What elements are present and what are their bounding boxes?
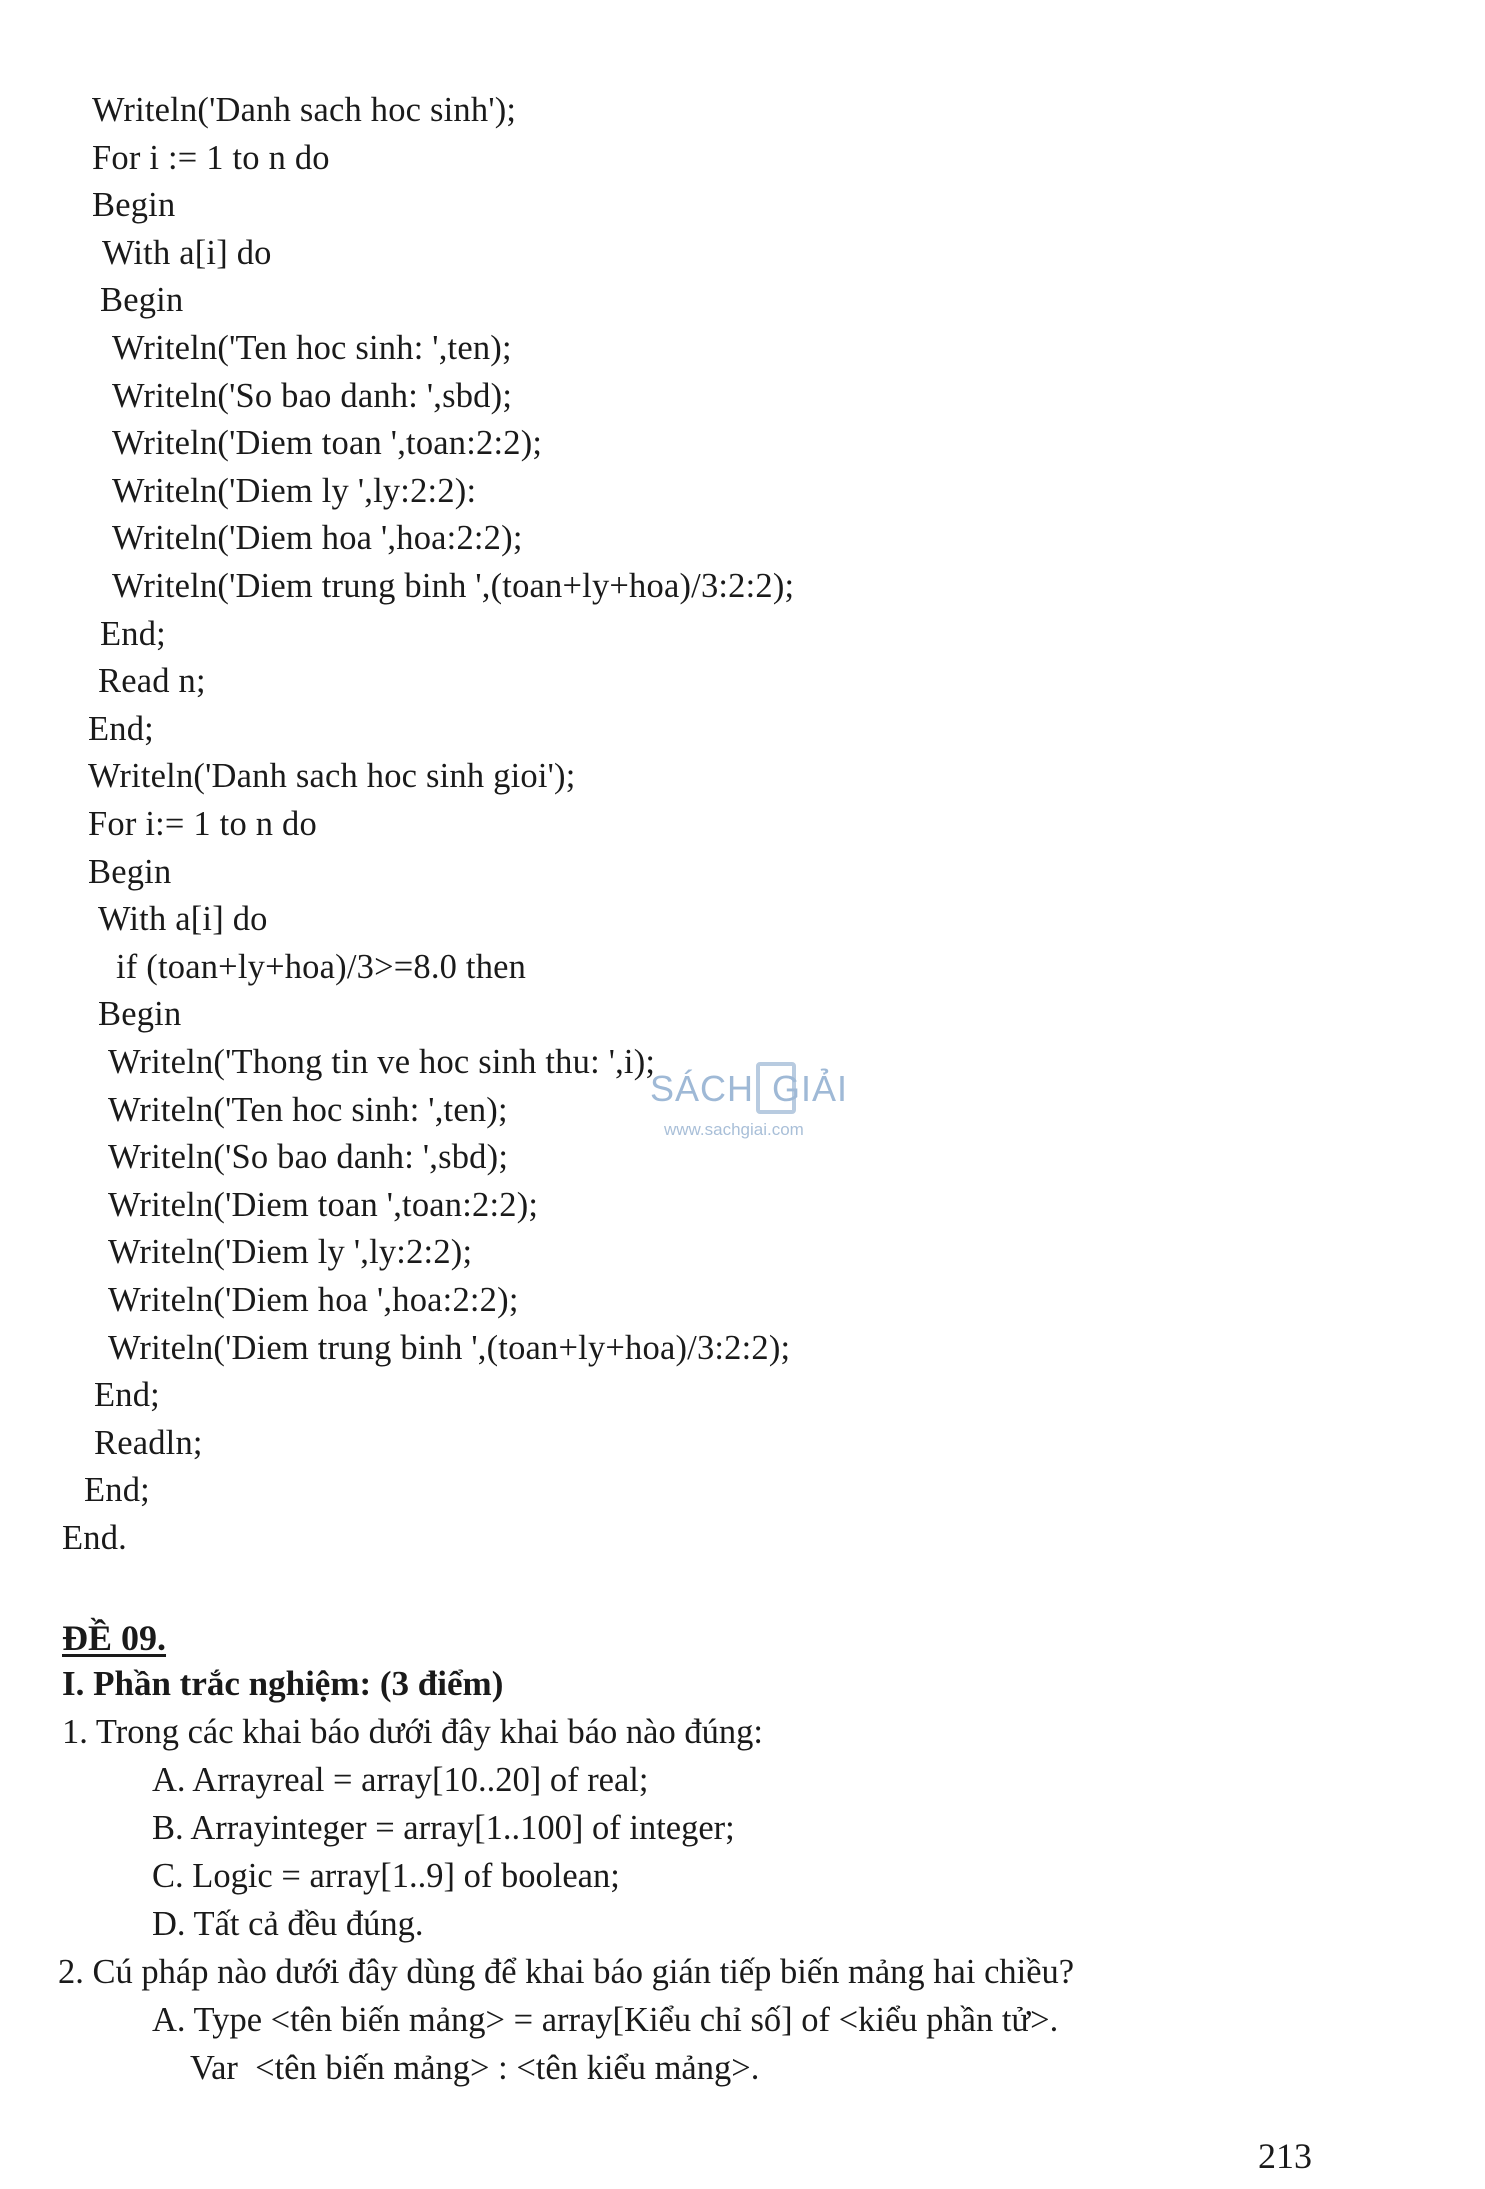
code-line: End. — [62, 1519, 127, 1557]
question-1-option-d: D. Tất cả đều đúng. — [152, 1905, 424, 1943]
code-line: Writeln('Diem toan ',toan:2:2); — [108, 1185, 539, 1224]
question-2-option-a-cont: Var <tên biến mảng> : <tên kiểu mảng>. — [190, 2049, 760, 2087]
question-2-option-a: A. Type <tên biến mảng> = array[Kiểu chỉ số] of <kiểu phần tử>. — [152, 2001, 1059, 2039]
question-1-option-b: B. Arrayinteger = array[1..100] of integer; — [152, 1809, 735, 1847]
code-line: Begin — [98, 995, 182, 1034]
code-line: Begin — [92, 186, 176, 225]
code-line: Begin — [88, 852, 172, 891]
code-line: End; — [100, 614, 166, 653]
code-line: Writeln('Diem toan ',toan:2:2); — [112, 424, 543, 463]
code-line: Writeln('Diem trung binh ',(toan+ly+hoa)/3:2:2); — [108, 1328, 791, 1367]
code-line: Writeln('Ten hoc sinh: ',ten); — [112, 329, 512, 367]
code-line: Writeln('So bao danh: ',sbd); — [112, 376, 513, 415]
code-line: For i := 1 to n do — [92, 138, 330, 177]
code-line: Begin — [100, 281, 184, 320]
watermark-brand-left: SÁCH — [650, 1068, 755, 1109]
code-line: Writeln('So bao danh: ',sbd); — [108, 1138, 509, 1177]
code-line: Writeln('Diem hoa ',hoa:2:2); — [108, 1281, 519, 1319]
question-1: 1. Trong các khai báo dưới đây khai báo nào đúng: — [62, 1713, 763, 1751]
code-line: Writeln('Diem trung binh ',(toan+ly+hoa)/3:2:2); — [112, 567, 795, 605]
code-line: Writeln('Danh sach hoc sinh gioi'); — [88, 757, 576, 796]
code-line: Writeln('Diem ly ',ly:2:2); — [108, 1233, 473, 1272]
question-2: 2. Cú pháp nào dưới đây dùng để khai báo gián tiếp biến mảng hai chiều? — [58, 1953, 1075, 1991]
code-line: End; — [88, 709, 154, 748]
code-line: End; — [84, 1471, 150, 1510]
code-line: if (toan+ly+hoa)/3>=8.0 then — [116, 947, 527, 986]
code-line: For i:= 1 to n do — [88, 805, 317, 843]
section-subheading: I. Phần trắc nghiệm: (3 điểm) — [62, 1664, 504, 1703]
code-line: Writeln('Danh sach hoc sinh'); — [92, 91, 517, 129]
page-number: 213 — [1258, 2136, 1312, 2176]
code-line: With a[i] do — [102, 233, 272, 272]
question-1-option-a: A. Arrayreal = array[10..20] of real; — [152, 1761, 649, 1799]
question-1-option-c: C. Logic = array[1..9] of boolean; — [152, 1857, 620, 1895]
section-heading: ĐỀ 09. — [62, 1618, 167, 1658]
code-line: Writeln('Thong tin ve hoc sinh thu: ',i); — [108, 1043, 656, 1081]
code-line: Writeln('Ten hoc sinh: ',ten); — [108, 1090, 508, 1129]
code-line: Writeln('Diem ly ',ly:2:2): — [112, 471, 477, 510]
code-line: Writeln('Diem hoa ',hoa:2:2); — [112, 519, 523, 558]
watermark-logo — [650, 1058, 870, 1148]
code-line: Read n; — [98, 662, 206, 701]
code-line: With a[i] do — [98, 900, 268, 939]
code-line: End; — [94, 1376, 160, 1415]
watermark-url: www.sachgiai.com — [664, 1120, 804, 1139]
code-line: Readln; — [94, 1423, 203, 1462]
watermark-brand-right: GIẢI — [772, 1068, 849, 1109]
